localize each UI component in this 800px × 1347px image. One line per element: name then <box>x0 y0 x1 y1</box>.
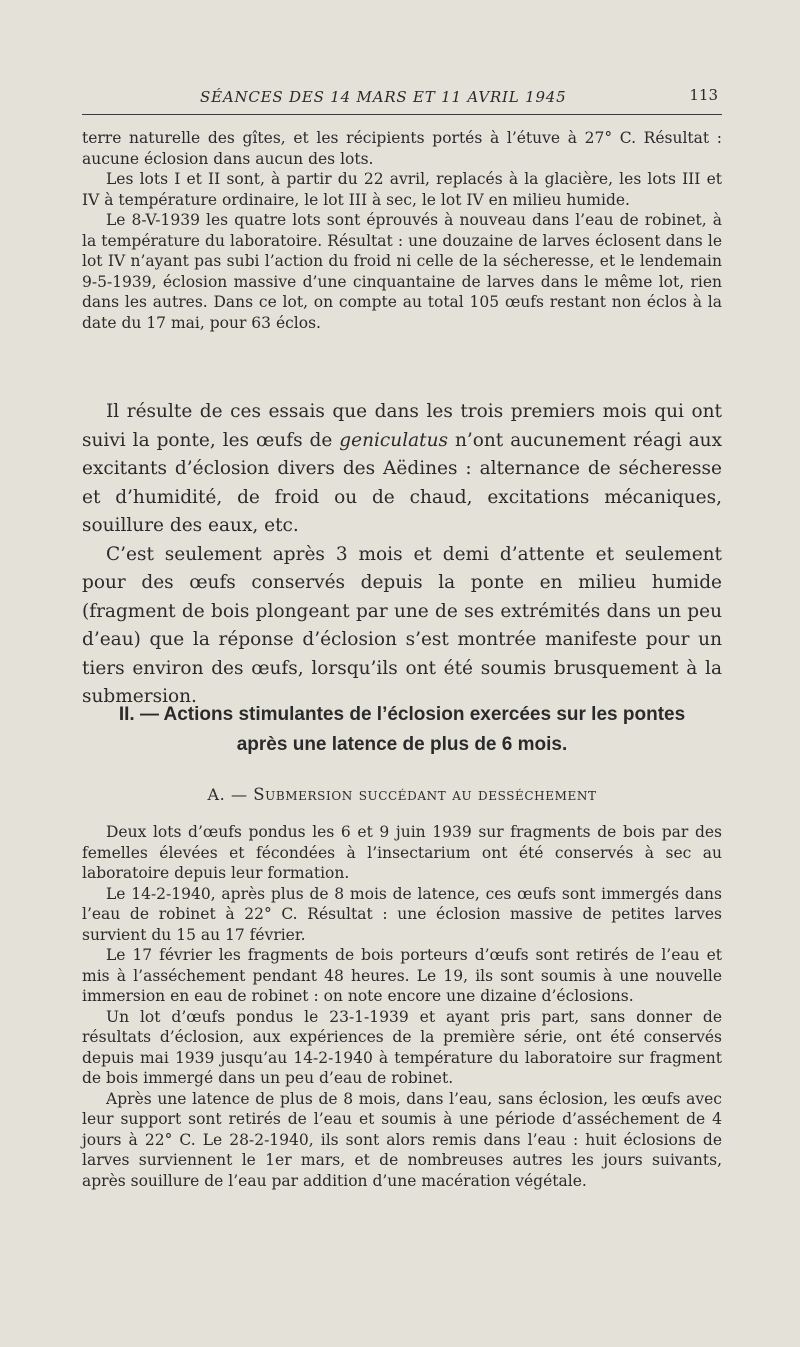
subsection-title: Submersion succédant au desséchement <box>253 785 597 804</box>
paragraph: terre naturelle des gîtes, et les récipients portés à l’étuve à 27° C. Résultat : aucune éclosion dans aucun des lots. <box>82 129 722 168</box>
bottom-paragraphs <box>82 822 722 1191</box>
section-heading <box>82 700 722 760</box>
paragraph: Le 17 février les fragments de bois porteurs d’œufs sont retirés de l’eau et mis à l’asséchement pendant 48 heures. Le 19, ils sont soumis à une nouvelle immersion en eau de robinet : on note encore une dizaine d’éclosions. <box>82 946 722 1005</box>
paragraph: Le 14-2-1940, après plus de 8 mois de latence, ces œufs sont immergés dans l’eau de robinet à 22° C. Résultat : une éclosion massive de petites larves survient du 15 au 17 février. <box>82 884 722 944</box>
paragraph: Un lot d’œufs pondus le 23-1-1939 et ayant pris part, sans donner de résultats d’éclosion, aux expériences de la première série, ont été conservés depuis mai 1939 jusqu’au 14-2-1940 à température du laboratoire sur fragment de bois immergé dans un peu d’eau de robinet. <box>82 1007 722 1087</box>
paragraph: Deux lots d’œufs pondus les 6 et 9 juin 1939 sur fragments de bois par des femelles élevées et fécondées à l’insectarium ont été conservés à sec au laboratoire depuis leur formation. <box>82 823 722 882</box>
species-name: geniculatus <box>339 429 448 451</box>
running-head: SÉANCES DES 14 MARS ET 11 AVRIL 1945 <box>200 88 567 106</box>
page-header <box>82 84 722 115</box>
paragraph: Après une latence de plus de 8 mois, dans l’eau, sans éclosion, les œufs avec leur support sont retirés de l’eau et soumis à une période d’asséchement de 4 jours à 22° C. Le 28-2-1940, ils sont alors remis dans l’eau : huit éclosions de larves surviennent le 1er mars, et de nombreuses autres les jours suivants, après souillure de l’eau par addition d’une macération végétale. <box>82 1089 722 1190</box>
paragraph: Le 8-V-1939 les quatre lots sont éprouvés à nouveau dans l’eau de robinet, à la température du laboratoire. Résultat : une douzaine de larves éclosent dans le lot IV n’ayant pas subi l’action du froid ni celle de la sécheresse, et le lendemain 9-5-1939, éclosion massive d’une cinquantaine de larves dans le même lot, rien dans les autres. Dans ce lot, on compte au total 105 œufs restant non éclos à la date du 17 mai, pour 63 éclos. <box>82 211 722 332</box>
paragraph <box>82 398 722 541</box>
conclusion-paragraphs <box>82 398 722 712</box>
subsection-letter: A. — <box>207 785 254 804</box>
section-heading-line: II. — Actions stimulantes de l’éclosion exercées sur les pontes <box>118 704 686 725</box>
page-number: 113 <box>689 86 718 104</box>
top-paragraphs <box>82 128 722 333</box>
paragraph: C’est seulement après 3 mois et demi d’attente et seulement pour des œufs conservés depuis la ponte en milieu humide (fragment de bois plongeant par une de ses extrémités dans un peu d’eau) que la réponse d’éclosion s’est montrée manifeste pour un tiers environ des œufs, lorsqu’ils ont été soumis brusquement à la submersion. <box>82 543 722 707</box>
paragraph: Les lots I et II sont, à partir du 22 avril, replacés à la glacière, les lots III et IV à température ordinaire, le lot III à sec, le lot IV en milieu humide. <box>82 170 722 209</box>
subsection-heading <box>82 785 722 804</box>
text-run: Il résulte de ces essais que dans les trois premiers mois qui ont suivi la ponte, les œufs de <box>82 401 722 451</box>
text-run: n’ont aucunement réagi aux excitants d’éclosion divers des Aëdines : alternance de sécheresse et d’humidité, de froid ou de chaud, excitations mécaniques, souillure des eaux, etc. <box>82 429 723 536</box>
section-heading-line: après une latence de plus de 6 mois. <box>236 734 568 755</box>
